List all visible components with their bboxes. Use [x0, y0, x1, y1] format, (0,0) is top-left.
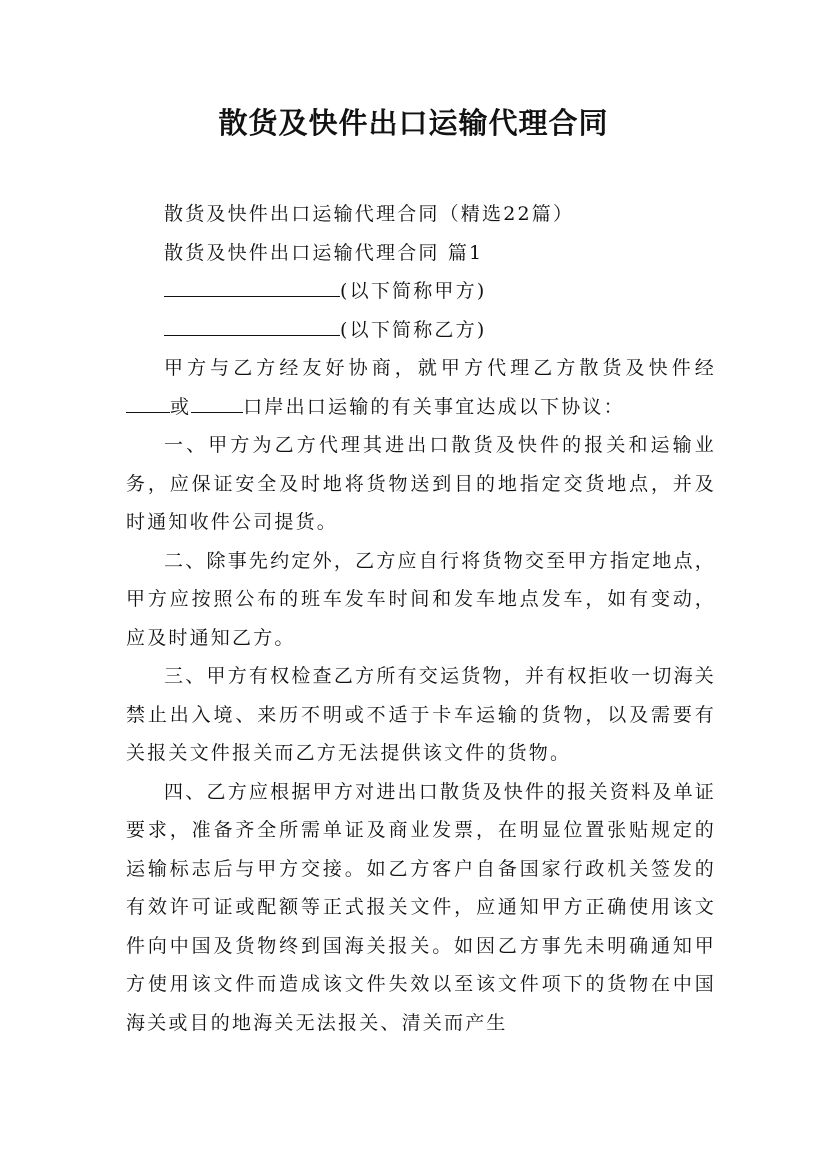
party-a-label: (以下简称甲方) — [340, 280, 487, 302]
document-body — [126, 195, 716, 1042]
clause-2: 二、除事先约定外，乙方应自行将货物交至甲方指定地点，甲方应按照公布的班车发车时间和发车地点发车，如有变动，应及时通知乙方。 — [126, 549, 716, 649]
port-blank-2 — [191, 392, 243, 413]
port-blank-1 — [126, 392, 170, 413]
party-a-line — [126, 272, 716, 311]
intro-text-3: 口岸出口运输的有关事宜达成以下协议： — [243, 395, 625, 418]
party-b-blank — [164, 315, 340, 336]
document-title: 散货及快件出口运输代理合同 — [218, 106, 609, 140]
intro-text-1: 甲方与乙方经友好协商，就甲方代理乙方散货及快件经 — [164, 357, 716, 379]
party-b-line — [126, 311, 716, 350]
clause-3: 三、甲方有权检查乙方所有交运货物，并有权拒收一切海关禁止出入境、来历不明或不适于卡车运输的货物，以及需要有关报关文件报关而乙方无法提供该文件的货物。 — [126, 665, 716, 764]
party-a-blank — [164, 276, 340, 297]
section-heading: 散货及快件出口运输代理合同 篇1 — [164, 241, 484, 264]
intro-paragraph — [126, 349, 716, 426]
intro-text-2: 或 — [170, 395, 192, 418]
clause-1: 一、甲方为乙方代理其进出口散货及快件的报关和运输业务，应保证安全及时地将货物送到目的地指定交货地点，并及时通知收件公司提货。 — [126, 434, 716, 533]
clause-4: 四、乙方应根据甲方对进出口散货及快件的报关资料及单证要求，准备齐全所需单证及商业发票，在明显位置张贴规定的运输标志后与甲方交接。如乙方客户自备国家行政机关签发的有效许可证或配额等正式报关文件，应通知甲方正确使用该文件向中国及货物终到国海关报关。如因乙方事先未明确通知甲方使用该文件而造成该文件失效以至该文件项下的货物在中国海关或目的地海关无法报关、清关而产生 — [126, 780, 716, 1034]
subtitle: 散货及快件出口运输代理合同（精选22篇） — [164, 203, 575, 225]
party-b-label: (以下简称乙方) — [340, 318, 487, 341]
